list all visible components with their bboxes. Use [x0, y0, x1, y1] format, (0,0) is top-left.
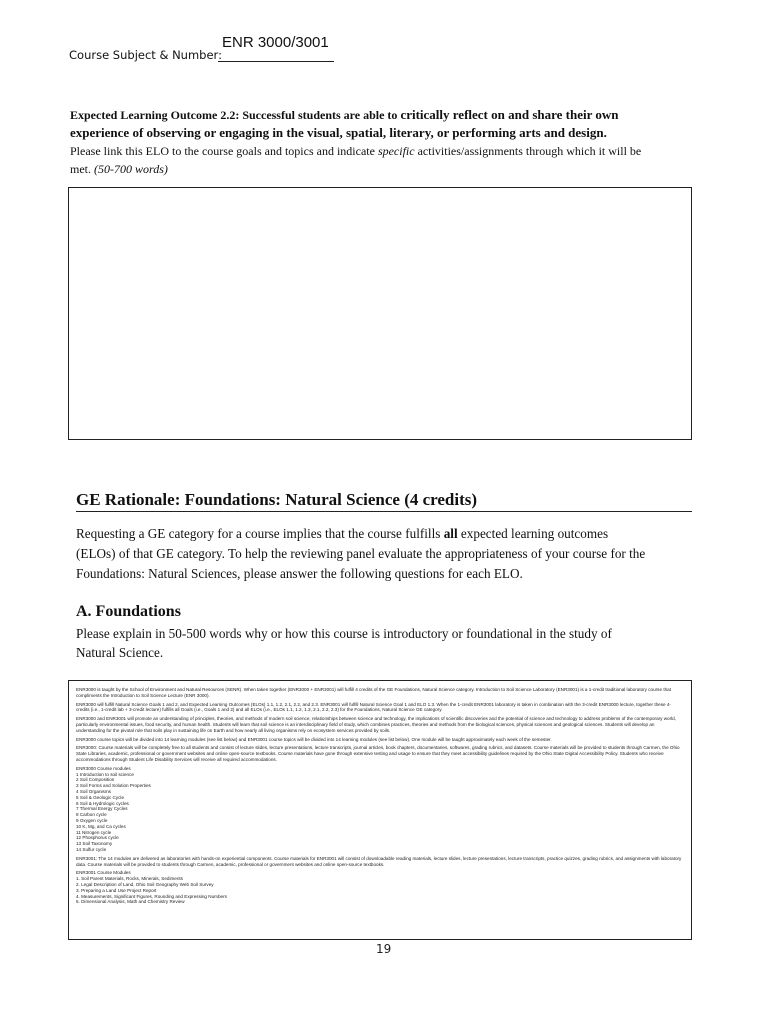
foundations-prompt	[76, 624, 696, 662]
module-item: 5 Soil & Geologic Cycle	[76, 794, 125, 800]
ge-intro-line1-b: expected learning outcomes	[460, 526, 609, 541]
module-item: 4 Soil Organisms	[76, 788, 111, 794]
module-item: 2 Soil Composition	[76, 777, 115, 783]
ge-rationale-heading: GE Rationale: Foundations: Natural Science (4 credits)	[76, 490, 478, 509]
ge-heading-underline	[76, 511, 692, 512]
foundations-response-box[interactable]	[68, 680, 692, 940]
elo-emphasis-line2: experience of observing or engaging in the visual, spatial, literary, or performing arts and design.	[70, 125, 607, 140]
response-paragraph: ENR3000 course topics will be divided into 14 learning modules (see list below) and ENR3001 course topics will be divided into 14 learning modules (see list below). One module will be taught approximately each week of the semester.	[76, 736, 552, 742]
response-paragraph: ENR3000 is taught by the School of Environment and Natural Resources (SENR). When taken together (ENR3000 + ENR3001) will fulfill 4 credits of the GE Foundations, Natural Science category. Introduction to Soil Science Laboratory (ENR3001) is a 1-credit traditional laboratory course that compliments the Introduction to Soil Science Lecture (ENR 3000).	[76, 687, 671, 698]
lab-module-item: 4. Measurements, Significant Figures, Rounding and Expressing Numbers	[76, 893, 227, 899]
response-paragraph: ENR3000 will fulfill Natural Science Goals 1 and 2, and Expected Learning Outcomes (ELOs) 1.1, 1.2, 2.1, 2.2, and 2.3. ENR3001 will fulfill Natural Science Goal 1 and ELO 1.3. When the 1-credit ENR3001 laboratory is taken in combination with the 3-credit ENR3000 lecture, together these 4-credits (i.e., 1-credit lab + 3-credit lecture) fulfills all Goals (i.e., Goals 1 and 2) and all ELOs (i.e., ELOs 1.1, 1.2, 1.3, 2.1, 2.2, 2.3) for the Foundations, Natural Science GE category.	[76, 701, 671, 713]
module-item: 9 Oxygen cycle	[76, 817, 108, 823]
response-paragraph: ENR3000: Course materials will be completely free to all students and consist of lecture slides, lecture presentations, lecture transcripts, journal articles, book chapters, documentaries, softwares, grading rubrics, and datasets. Course materials will be provided to students through Carmen, the Ohio State Libraries, academic, professional or government websites and online open-source textbooks. Course materials have gone through extensive testing and usage to ensure that they meet accessibility guidelines required by the Ohio State Digital Accessibility Policy. Students who receive accommodations through Student Life Disability Services will receive all required accommodations.	[76, 745, 680, 762]
elo-2-2-answer-box[interactable]	[68, 187, 692, 440]
lab-module-item: 3. Preparing a Land Use Project Report	[76, 887, 157, 893]
ge-intro-line3: Foundations: Natural Sciences, please answer the following questions for each ELO.	[76, 566, 523, 581]
module-item: 10 K, Mg, and Ca cycles	[76, 823, 126, 829]
module-item: 12 Phosphorus cycle	[76, 835, 119, 841]
elo-emphasis-line1: critically reflect on and share their own	[400, 107, 619, 122]
modules-title: ENR3000 Course modules	[76, 765, 131, 771]
module-item: 7 Thermal Energy Cycles	[76, 806, 128, 812]
module-item: 3 Soil Forms and Solution Properties	[76, 783, 151, 789]
page-number: 19	[376, 942, 392, 956]
elo-instruction-italic: specific	[377, 144, 415, 158]
response-paragraph: ENR3000 and ENR3001 will promote an understanding of principles, theories, and methods of modern soil science, relationships between science and technology, the implications of scientific discoveries and the potential of science and technology to address problems of the contemporary world, particularly environmental issues, food security, and human health. Students will learn that soil science is an interdisciplinary field of study, which combines practices, theories and methods from the biological sciences, physical sciences and geological sciences. Students will develop an understanding for the pivotal role that soils play in sustaining life on Earth and how nearly all living organisms rely on ecosystem services provided by soils.	[76, 716, 676, 733]
course-number-label: Course Subject & Number:	[69, 48, 222, 62]
course-number-value: ENR 3000/3001	[222, 34, 329, 51]
elo-word-limit: (50-700 words)	[94, 162, 168, 176]
course-number-underline	[218, 61, 334, 62]
ge-intro-line2: (ELOs) of that GE category. To help the reviewing panel evaluate the appropriateness of your course for the	[76, 546, 646, 561]
module-item: 13 Soil Taxonomy	[76, 841, 113, 847]
foundations-heading: A. Foundations	[76, 603, 181, 620]
elo-instruction-line2: met.	[70, 162, 91, 176]
elo-2-2-statement	[70, 106, 700, 178]
elo-instruction-part2: activities/assignments through which it will be	[417, 144, 642, 158]
module-item: 6 Soil & Hydrologic cycles	[76, 800, 129, 806]
module-item: 1 Introduction to soil science	[76, 771, 134, 777]
ge-intro-bold-all: all	[443, 526, 458, 541]
foundations-prompt-line1: Please explain in 50-500 words why or how this course is introductory or foundational in the study of	[76, 626, 612, 641]
elo-prefix: Expected Learning Outcome 2.2: Successful students are able to	[70, 108, 398, 122]
module-item: 14 Sulfur cycle	[76, 846, 107, 852]
lab-module-item: 1. Soil Parent Materials, Rocks, Minerals, Sediments	[76, 876, 183, 882]
foundations-prompt-line2: Natural Science.	[76, 645, 164, 660]
module-item: 8 Carbon cycle	[76, 812, 107, 818]
ge-intro-line1-a: Requesting a GE category for a course implies that the course fulfills	[76, 526, 441, 541]
lab-module-item: 5. Dimensional Analysis, Math and Chemistry Review	[76, 899, 185, 905]
lab-module-item: 2. Legal Description of Land, Ohio Soil Geography Web Soil Survey	[76, 881, 214, 887]
elo-instruction-part1: Please link this ELO to the course goals and topics and indicate	[70, 144, 375, 158]
ge-intro-paragraph	[76, 524, 696, 584]
lab-modules-title: ENR3001 Course Modules	[76, 870, 131, 876]
module-item: 11 Nitrogen cycle	[76, 829, 112, 835]
lab-paragraph: ENR3001: The 14 modules are delivered as laboratories with hands-on experiential components. Course materials for ENR3001 will consist of downloadable reading materials, lecture slides, lecture presentations, lecture transcripts, practice quizzes, grading rubrics, and assignments with laboratory data. Course materials will be provided to students through Carmen, academic, professional or government websites and online open-source textbooks.	[76, 855, 682, 867]
